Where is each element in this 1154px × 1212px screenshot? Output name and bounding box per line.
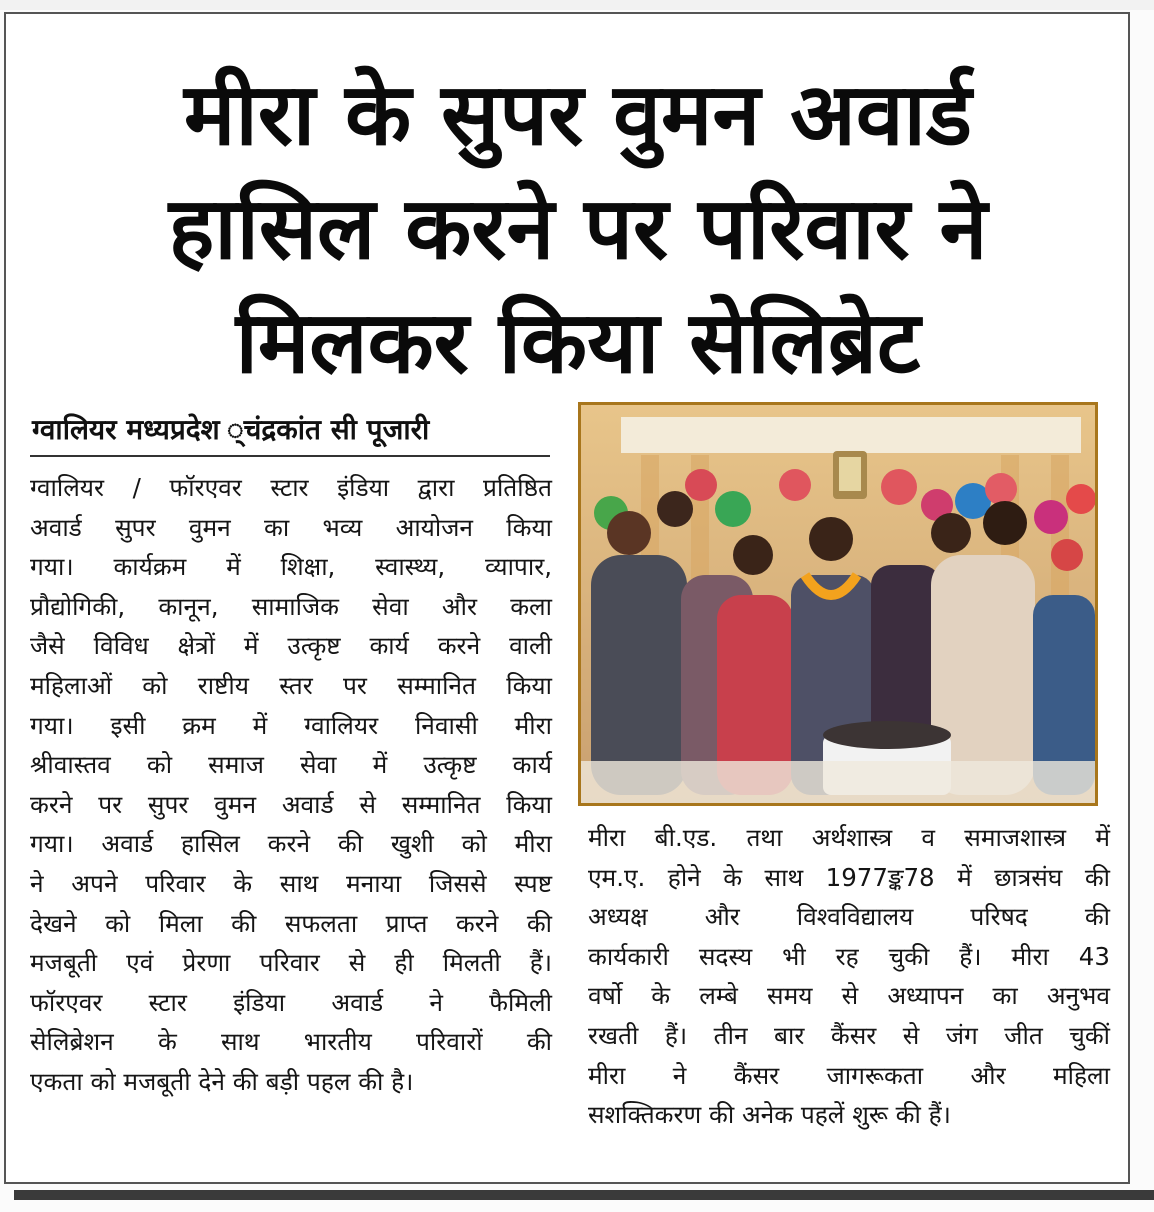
event-photo <box>578 402 1098 806</box>
celebration-photo-illustration <box>581 405 1095 803</box>
text-line: फॉरएवर स्टार इंडिया अवार्ड ने फैमिली <box>30 987 552 1017</box>
text-line: मजबूती एवं प्रेरणा परिवार से ही मिलती हैं। <box>30 948 552 978</box>
text-line: श्रीवास्तव को समाज सेवा में उत्कृष्ट कार्य <box>30 750 552 780</box>
text-line: गया। अवार्ड हासिल करने की खुशी को मीरा <box>30 829 552 859</box>
left-column <box>30 468 552 1102</box>
text-line: सेलिब्रेशन के साथ भारतीय परिवारों की <box>30 1027 552 1057</box>
text-line: कार्यकारी सदस्य भी रह चुकी हैं। मीरा 43 <box>588 941 1110 971</box>
text-line: एम.ए. होने के साथ 1977ङ्क78 में छात्रसंघ की <box>588 862 1110 892</box>
table-cloth <box>581 761 1095 803</box>
headline <box>28 58 1128 400</box>
byline-divider <box>30 455 550 457</box>
right-column <box>588 818 1110 1135</box>
text-line: ने अपने परिवार के साथ मनाया जिससे स्पष्ट <box>30 868 552 898</box>
text-line: गया। इसी क्रम में ग्वालियर निवासी मीरा <box>30 710 552 740</box>
text-line: ग्वालियर / फॉरएवर स्टार इंडिया द्वारा प्रतिष्ठित <box>30 473 552 502</box>
page-top-edge <box>0 0 1154 10</box>
headline-line-1: मीरा के सुपर वुमन अवार्ड <box>184 65 972 165</box>
text-line: मीरा ने कैंसर जागरूकता और महिला <box>588 1060 1110 1090</box>
text-line: प्रौद्योगिकी, कानून, सामाजिक सेवा और कला <box>30 591 552 621</box>
decorative-border <box>621 417 1081 453</box>
headline-line-2: हासिल करने पर परिवार ने <box>168 179 988 279</box>
text-line: अध्यक्ष और विश्वविद्यालय परिषद की <box>588 902 1110 932</box>
text-line: मीरा बी.एड. तथा अर्थशास्त्र व समाजशास्त्र में <box>588 823 1110 852</box>
text-line: देखने को मिला की सफलता प्राप्त करने की <box>30 908 552 938</box>
bottom-divider <box>14 1190 1154 1200</box>
byline: ग्वालियर मध्यप्रदेश ्चंद्रकांत सी पूजारी <box>32 413 430 446</box>
text-line: महिलाओं को राष्टीय स्तर पर सम्मानित किया <box>30 670 552 700</box>
text-line: वर्षो के लम्बे समय से अध्यापन का अनुभव <box>588 981 1110 1011</box>
text-line: गया। कार्यक्रम में शिक्षा, स्वास्थ्य, व्यापार, <box>30 552 552 582</box>
headline-line-3: मिलकर किया सेलिब्रेट <box>235 293 921 393</box>
text-line: रखती हैं। तीन बार कैंसर से जंग जीत चुकीं <box>588 1020 1110 1050</box>
text-line: अवार्ड सुपर वुमन का भव्य आयोजन किया <box>30 512 552 542</box>
trophy <box>833 451 867 499</box>
text-line: जैसे विविध क्षेत्रों में उत्कृष्ट कार्य करने वाली <box>30 631 552 661</box>
text-line: सशक्तिकरण की अनेक पहलें शुरू की हैं। <box>588 1100 951 1130</box>
text-line: करने पर सुपर वुमन अवार्ड से सम्मानित किया <box>30 789 552 819</box>
text-line: एकता को मजबूती देने की बड़ी पहल की है। <box>30 1066 414 1096</box>
